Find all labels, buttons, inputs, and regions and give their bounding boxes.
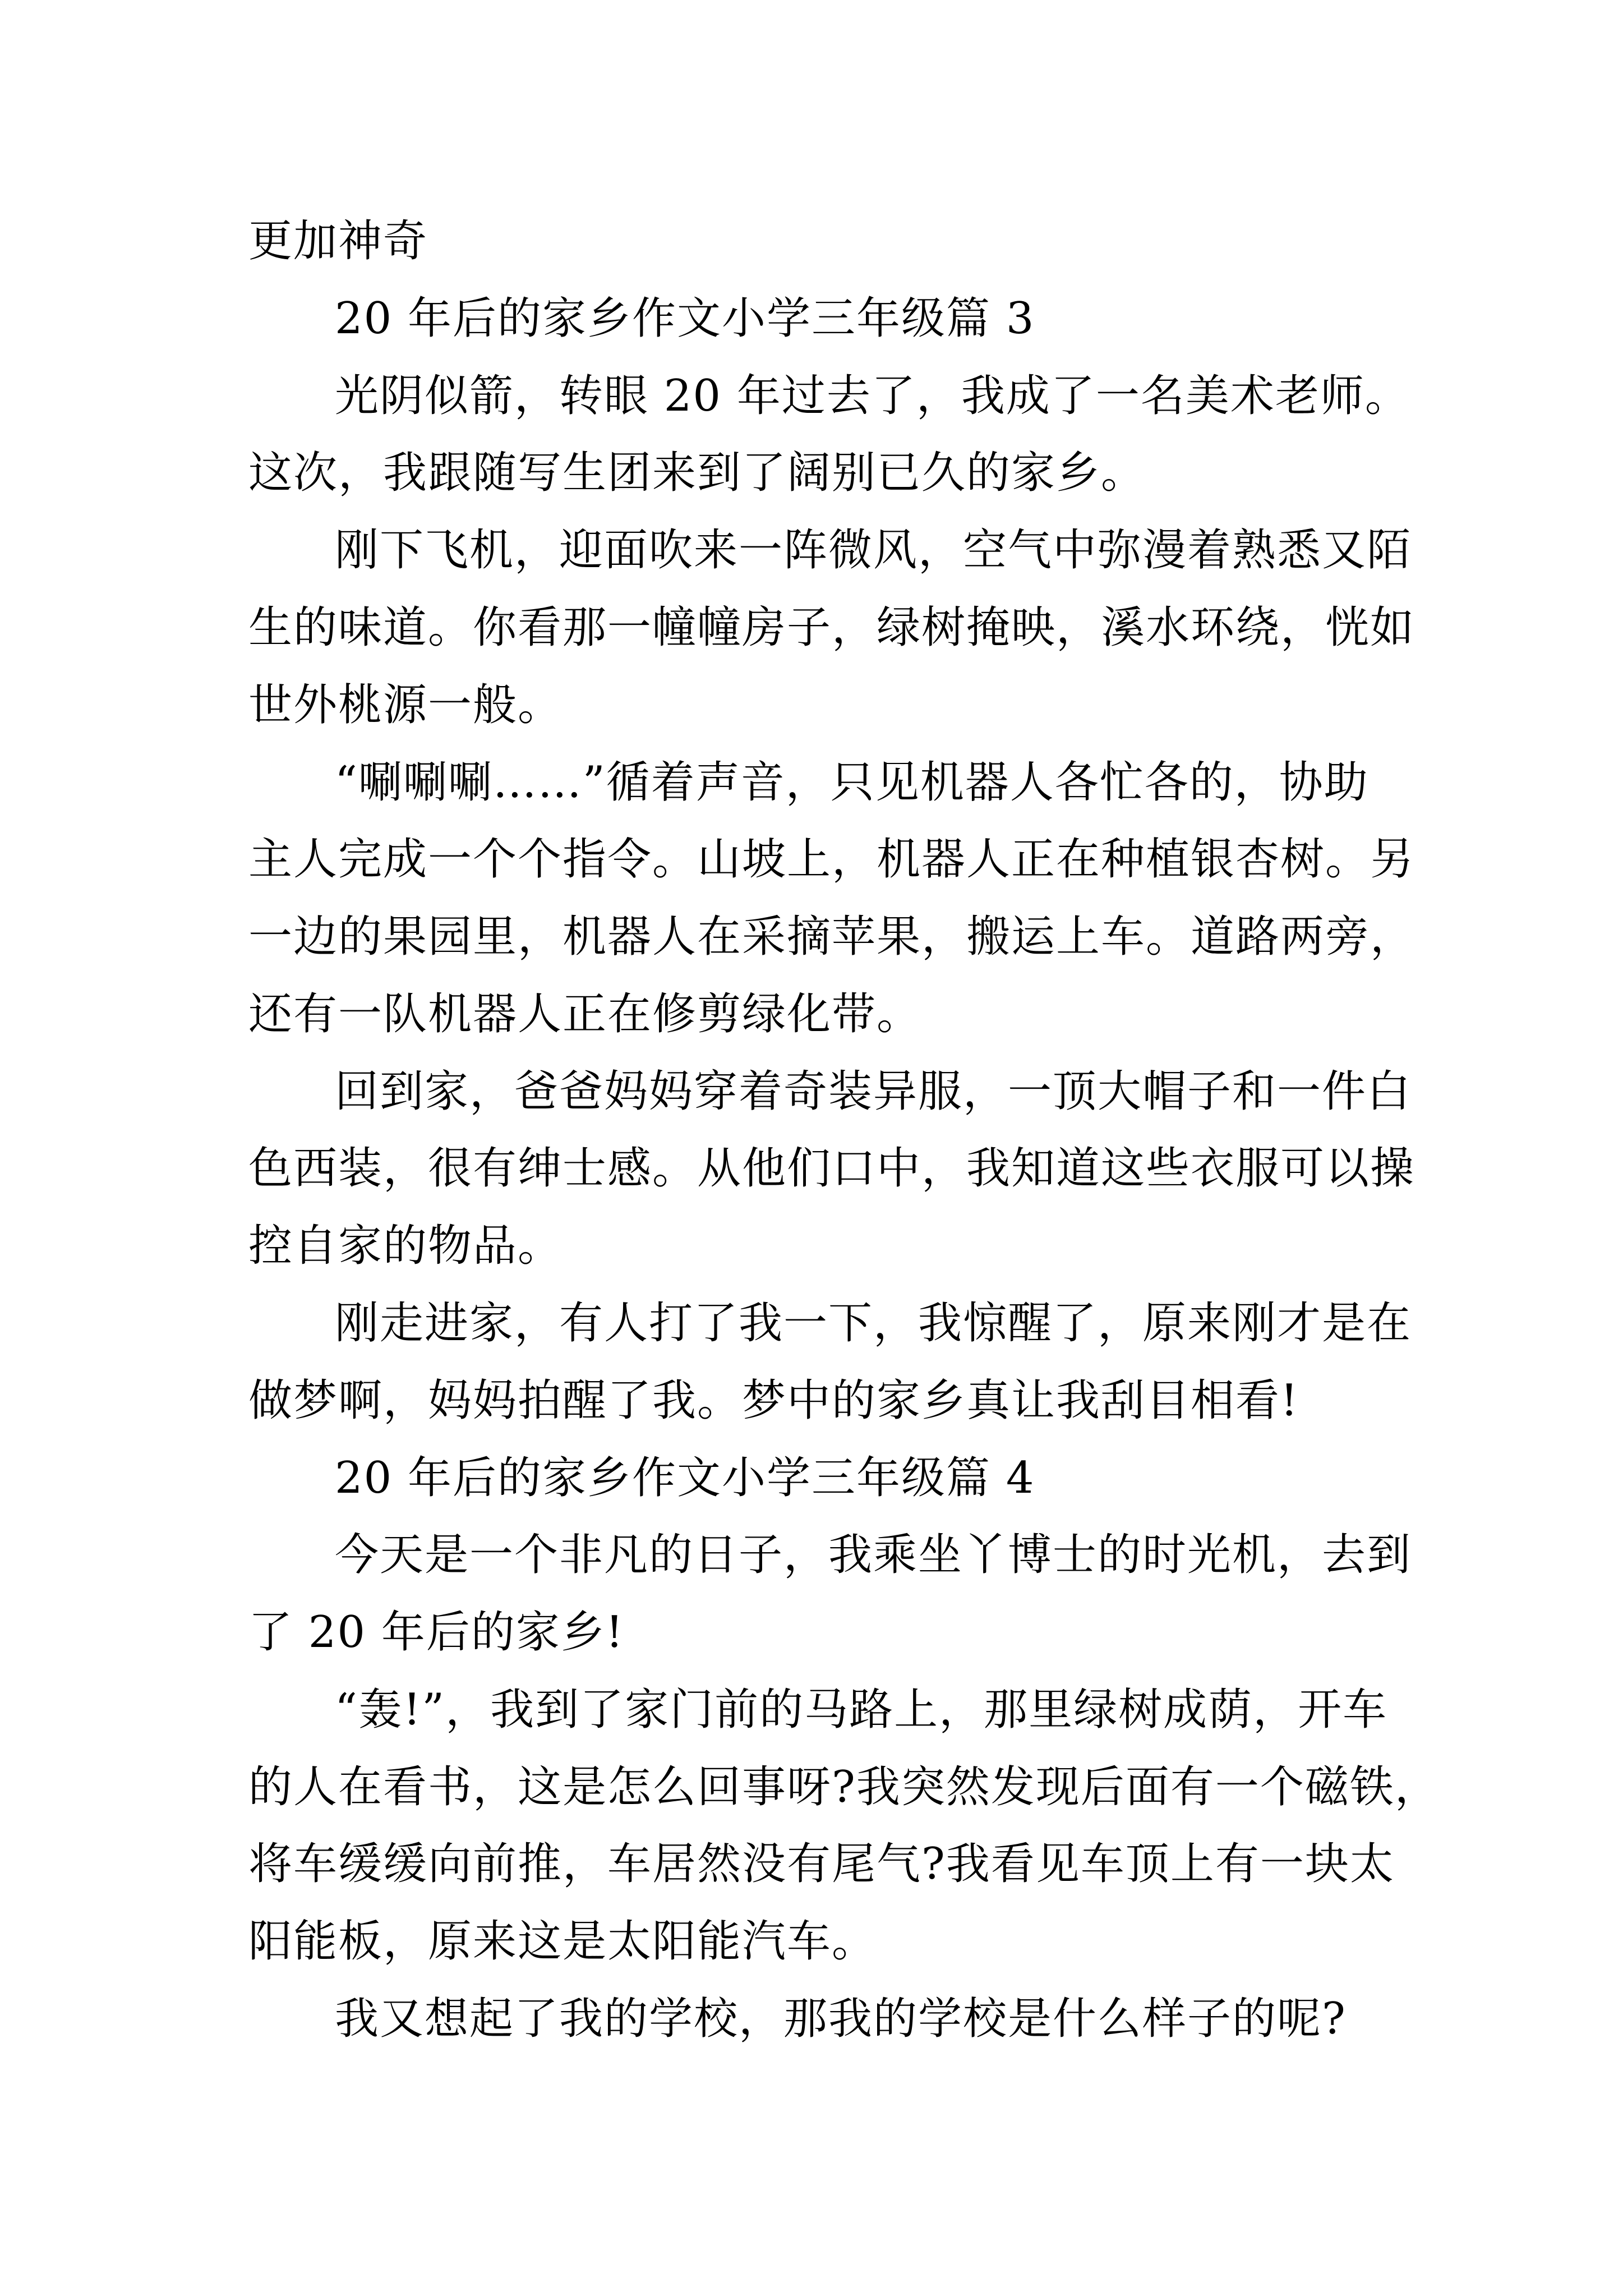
text-line: 主人完成一个个指令。山坡上，机器人正在种植银杏树。另 — [248, 834, 1415, 885]
text-line: 刚下飞机，迎面吹来一阵微风，空气中弥漫着熟悉又陌 — [335, 525, 1412, 576]
text-line: 我又想起了我的学校，那我的学校是什么样子的呢? — [335, 1994, 1347, 2044]
text-line: 将车缓缓向前推，车居然没有尾气?我看见车顶上有一块太 — [248, 1839, 1395, 1889]
text-line: 更加神奇 — [248, 216, 428, 266]
text-line: 今天是一个非凡的日子，我乘坐丫博士的时光机，去到 — [335, 1530, 1412, 1580]
text-line: 一边的果园里，机器人在采摘苹果，搬运上车。道路两旁， — [248, 912, 1415, 962]
text-line: 做梦啊，妈妈拍醒了我。梦中的家乡真让我刮目相看! — [248, 1375, 1299, 1426]
section-heading: 20 年后的家乡作文小学三年级篇 4 — [335, 1453, 1035, 1503]
text-line: 刚走进家，有人打了我一下，我惊醒了，原来刚才是在 — [335, 1298, 1412, 1349]
text-line: 控自家的物品。 — [248, 1221, 563, 1271]
text-line: “轰!”，我到了家门前的马路上，那里绿树成荫，开车 — [335, 1685, 1388, 1735]
text-line: 的人在看书，这是怎么回事呀?我突然发现后面有一个磁铁， — [248, 1762, 1440, 1812]
text-line: 光阴似箭，转眼 20 年过去了，我成了一名美术老师。 — [335, 371, 1410, 421]
text-line: 生的味道。你看那一幢幢房子，绿树掩映，溪水环绕，恍如 — [248, 602, 1415, 653]
text-line: 阳能板，原来这是太阳能汽车。 — [248, 1916, 877, 1967]
text-line: 色西装，很有绅士感。从他们口中，我知道这些衣服可以操 — [248, 1143, 1415, 1194]
text-line: 还有一队机器人正在修剪绿化带。 — [248, 989, 922, 1039]
text-line: 这次，我跟随写生团来到了阔别已久的家乡。 — [248, 448, 1146, 498]
text-line: 回到家，爸爸妈妈穿着奇装异服，一顶大帽子和一件白 — [335, 1066, 1412, 1117]
text-line: 了 20 年后的家乡! — [248, 1607, 625, 1658]
section-heading: 20 年后的家乡作文小学三年级篇 3 — [335, 293, 1035, 344]
text-line: 世外桃源一般。 — [248, 680, 563, 730]
text-line: “唰唰唰……”循着声音，只见机器人各忙各的，协助 — [335, 757, 1369, 808]
